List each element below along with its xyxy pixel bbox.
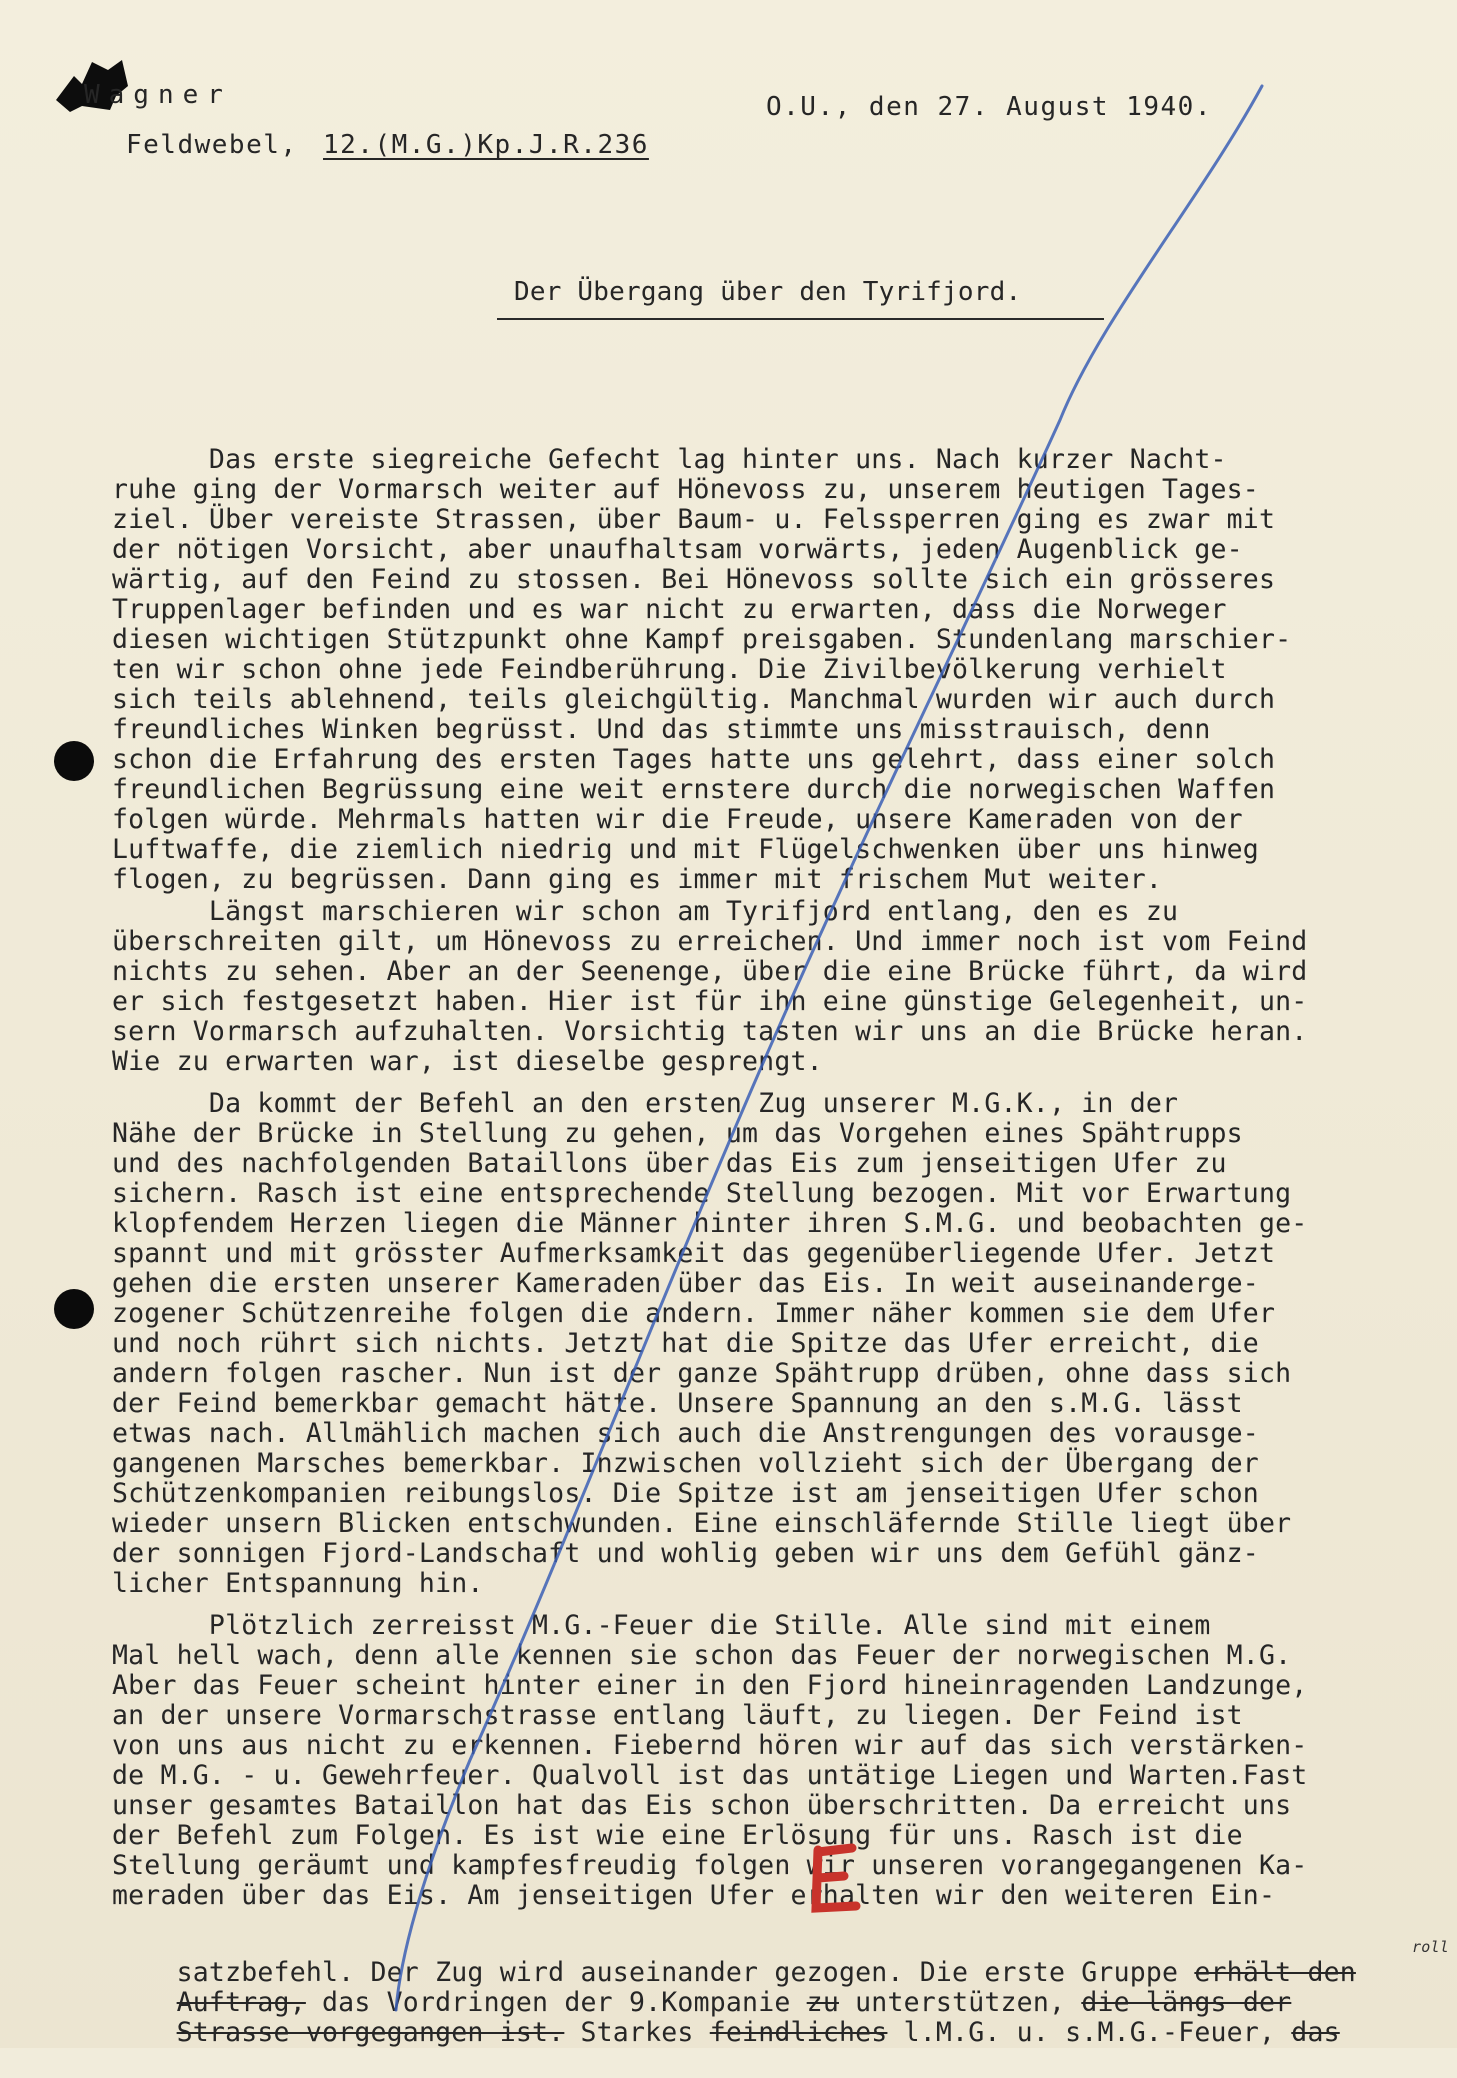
body-line-31: andern folgen rascher. Nun ist der ganze Spähtrupp drüben, ohne dass sich xyxy=(112,1358,1292,1389)
author-unit: 12.(M.G.)Kp.J.R.236 xyxy=(323,130,649,160)
line52-struck-e: die längs der xyxy=(1081,1987,1292,2018)
body-line-4: der nötigen Vorsicht, aber unaufhaltsam vorwärts, jeden Augenblick ge- xyxy=(112,534,1243,565)
body-line-20: sern Vormarsch aufzuhalten. Vorsichtig tasten wir uns an die Brücke heran. xyxy=(112,1016,1308,1047)
place-date: O.U., den 27. August 1940. xyxy=(766,92,1212,122)
body-line-17: überschreiten gilt, um Hönevoss zu erreichen. Und immer noch ist vom Feind xyxy=(112,926,1308,957)
line53-text-b: Starkes xyxy=(564,2017,710,2048)
line53-struck-e: das xyxy=(1291,2017,1340,2048)
body-line-46: der Befehl zum Folgen. Es ist wie eine Erlösung für uns. Rasch ist die xyxy=(112,1820,1243,1851)
punch-hole-bottom xyxy=(54,1289,94,1329)
body-line-37: der sonnigen Fjord-Landschaft und wohlig geben wir uns dem Gefühl gänz- xyxy=(112,1538,1259,1569)
body-line-8: ten wir schon ohne jede Feindberührung. Die Zivilbevölkerung verhielt xyxy=(112,654,1227,685)
body-line-9: sich teils ablehnend, teils gleichgültig. Manchmal wurden wir auch durch xyxy=(112,684,1276,715)
line51-text: satzbefehl. Der Zug wird auseinander gezogen. Die erste Gruppe xyxy=(176,1957,1195,1988)
body-line-21: Wie zu erwarten war, ist dieselbe gesprengt. xyxy=(112,1046,823,1077)
body-line-12: freundlichen Begrüssung eine weit ernstere durch die norwegischen Waffen xyxy=(112,774,1276,805)
body-line-6: Truppenlager befinden und es war nicht zu erwarten, dass die Norweger xyxy=(112,594,1227,625)
body-line-32: der Feind bemerkbar gemacht hätte. Unsere Spannung an den s.M.G. lässt xyxy=(112,1388,1243,1419)
body-line-1: Das erste siegreiche Gefecht lag hinter uns. Nach kurzer Nacht- xyxy=(112,444,1227,475)
body-line-42: an der unsere Vormarschstrasse entlang läuft, zu liegen. Der Feind ist xyxy=(112,1700,1243,1731)
punch-hole-top xyxy=(54,741,94,781)
margin-note: roll xyxy=(1412,1938,1449,1956)
body-line-13: folgen würde. Mehrmals hatten wir die Freude, unsere Kameraden von der xyxy=(112,804,1243,835)
body-line-3: ziel. Über vereiste Strassen, über Baum- u. Felssperren ging es zwar mit xyxy=(112,504,1276,535)
body-line-24: und des nachfolgenden Bataillons über das Eis zum jenseitigen Ufer zu xyxy=(112,1148,1227,1179)
body-line-36: wieder unsern Blicken entschwunden. Eine einschläfernde Stille liegt über xyxy=(112,1508,1292,1539)
line52-struck-c: zu xyxy=(806,1987,839,2018)
body-line-40: Mal hell wach, denn alle kennen sie schon das Feuer der norwegischen M.G. xyxy=(112,1640,1292,1671)
body-line-30: und noch rührt sich nichts. Jetzt hat die Spitze das Ufer erreicht, die xyxy=(112,1328,1259,1359)
body-line-7: diesen wichtigen Stützpunkt ohne Kampf preisgaben. Stundenlang marschier- xyxy=(112,624,1292,655)
body-line-34: gangenen Marsches bemerkbar. Inzwischen vollzieht sich der Übergang der xyxy=(112,1448,1259,1479)
body-line-14: Luftwaffe, die ziemlich niedrig und mit Flügelschwenken über uns hinweg xyxy=(112,834,1259,865)
line51-struck: erhält den xyxy=(1194,1957,1356,1988)
red-correction-mark-icon xyxy=(804,1840,874,1920)
body-line-44: de M.G. - u. Gewehrfeuer. Qualvoll ist das untätige Liegen und Warten.Fast xyxy=(112,1760,1308,1791)
body-line-29: zogener Schützenreihe folgen die andern. Immer näher kommen sie dem Ufer xyxy=(112,1298,1276,1329)
line52-struck-a: Auftrag, xyxy=(176,1987,306,2018)
body-line-53 xyxy=(112,1988,1340,2078)
body-line-43: von uns aus nicht zu erkennen. Fiebernd hören wir auf das sich verstärken- xyxy=(112,1730,1308,1761)
line53-text-d: l.M.G. u. s.M.G.-Feuer, xyxy=(887,2017,1292,2048)
author-name: Wagner xyxy=(84,80,232,110)
author-rank: Feldwebel, xyxy=(126,130,298,160)
title-underline xyxy=(497,318,1104,320)
body-line-28: gehen die ersten unserer Kameraden über das Eis. In weit auseinanderge- xyxy=(112,1268,1259,1299)
body-line-41: Aber das Feuer scheint hinter einer in den Fjord hineinragenden Landzunge, xyxy=(112,1670,1308,1701)
body-line-45: unser gesamtes Bataillon hat das Eis schon überschritten. Da erreicht uns xyxy=(112,1790,1292,1821)
body-line-23: Nähe der Brücke in Stellung zu gehen, um das Vorgehen eines Spähtrupps xyxy=(112,1118,1243,1149)
body-line-18: nichts zu sehen. Aber an der Seenenge, über die eine Brücke führt, da wird xyxy=(112,956,1308,987)
body-line-35: Schützenkompanien reibungslos. Die Spitze ist am jenseitigen Ufer schon xyxy=(112,1478,1259,1509)
body-line-48: meraden über das Eis. Am jenseitigen Ufer erhalten wir den weiteren Ein- xyxy=(112,1880,1276,1911)
body-line-19: er sich festgesetzt haben. Hier ist für ihn eine günstige Gelegenheit, un- xyxy=(112,986,1308,1017)
document-title: Der Übergang über den Tyrifjord. xyxy=(514,277,1022,307)
body-line-5: wärtig, auf den Feind zu stossen. Bei Hönevoss sollte sich ein grösseres xyxy=(112,564,1276,595)
body-line-47: Stellung geräumt und kampfesfreudig folgen wir unseren vorangegangenen Ka- xyxy=(112,1850,1308,1881)
body-line-22: Da kommt der Befehl an den ersten Zug unserer M.G.K., in der xyxy=(112,1088,1179,1119)
body-line-11: schon die Erfahrung des ersten Tages hatte uns gelehrt, dass einer solch xyxy=(112,744,1276,775)
line52-text-d: unterstützen, xyxy=(838,1987,1082,2018)
line52-text-b: das Vordringen der 9.Kompanie xyxy=(305,1987,807,2018)
body-line-33: etwas nach. Allmählich machen sich auch die Anstrengungen des vorausge- xyxy=(112,1418,1259,1449)
body-line-38: licher Entspannung hin. xyxy=(112,1568,484,1599)
body-line-39: Plötzlich zerreisst M.G.-Feuer die Stille. Alle sind mit einem xyxy=(112,1610,1211,1641)
body-line-16: Längst marschieren wir schon am Tyrifjord entlang, den es zu xyxy=(112,896,1179,927)
line53-struck-a: Strasse vorgegangen ist. xyxy=(176,2017,565,2048)
body-line-2: ruhe ging der Vormarsch weiter auf Hönevoss zu, unserem heutigen Tages- xyxy=(112,474,1259,505)
line53-struck-c: feindliches xyxy=(709,2017,888,2048)
body-line-15: flogen, zu begrüssen. Dann ging es immer mit frischem Mut weiter. xyxy=(112,864,1163,895)
body-line-25: sichern. Rasch ist eine entsprechende Stellung bezogen. Mit vor Erwartung xyxy=(112,1178,1292,1209)
body-line-27: spannt und mit grösster Aufmerksamkeit das gegenüberliegende Ufer. Jetzt xyxy=(112,1238,1276,1269)
body-line-26: klopfendem Herzen liegen die Männer hinter ihren S.M.G. und beobachten ge- xyxy=(112,1208,1308,1239)
body-line-10: freundliches Winken begrüsst. Und das stimmte uns misstrauisch, denn xyxy=(112,714,1211,745)
